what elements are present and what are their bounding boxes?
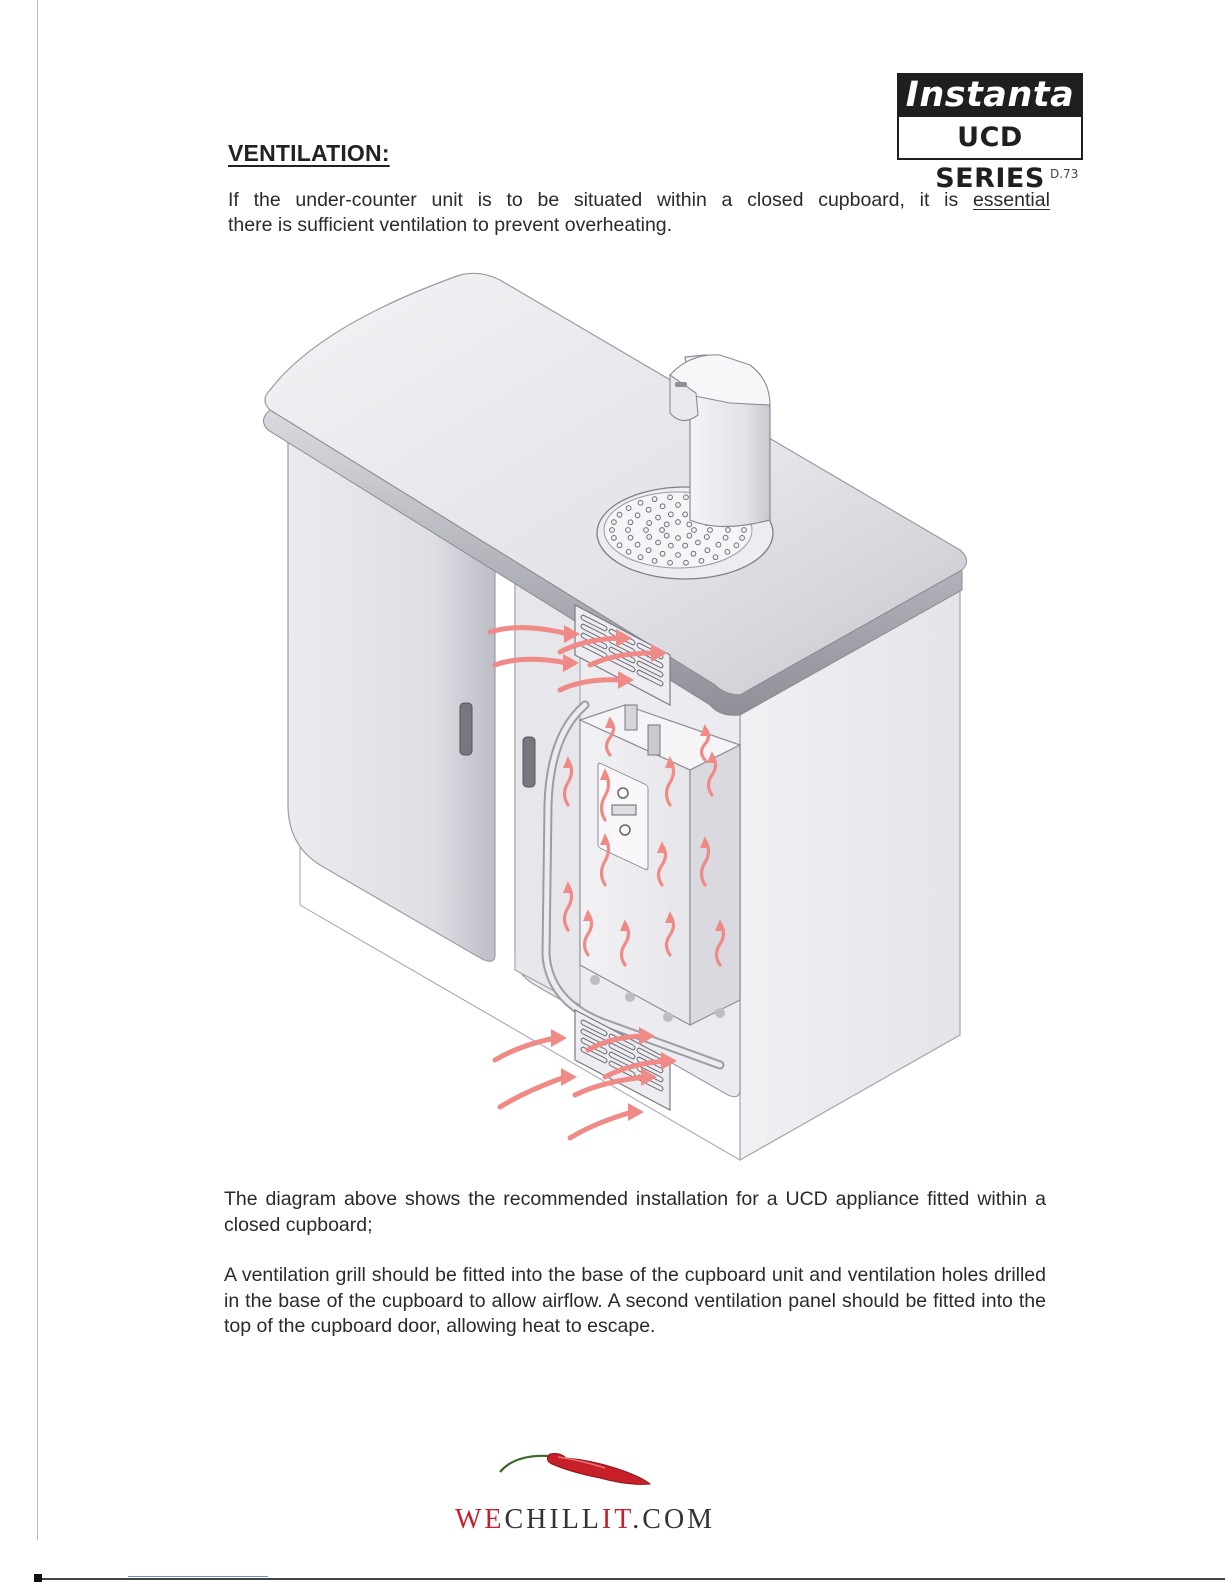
intro-word: to	[506, 189, 523, 211]
intro-word: cupboard,	[818, 189, 905, 211]
left-door-handle	[460, 703, 472, 755]
diagram-caption: The diagram above shows the recommended installation for a UCD appliance fitted within a closed cupboard;	[224, 1188, 1046, 1236]
chilli-pepper-icon	[440, 1450, 730, 1500]
intro-word: closed	[747, 189, 804, 211]
logo-series: UCD SERIES	[897, 117, 1083, 160]
airflow-arrowhead	[628, 1103, 644, 1121]
brand-part-it: IT	[601, 1504, 633, 1535]
intro-line-2: there is sufficient ventilation to prevent overheating.	[228, 214, 673, 236]
intro-emphasis: essential	[972, 189, 1050, 211]
page-reference: D.73	[1050, 167, 1079, 181]
intro-word: it	[919, 189, 930, 211]
intro-word: If	[228, 189, 239, 211]
airflow-arrow	[500, 1077, 565, 1107]
intro-word: is	[477, 189, 492, 211]
intro-word: within	[656, 189, 707, 211]
intro-word: under-counter	[295, 189, 417, 211]
airflow-arrow	[495, 1038, 555, 1060]
bottom-corner-mark	[34, 1574, 42, 1582]
intro-word: the	[253, 189, 281, 211]
airflow-arrowhead	[561, 1068, 577, 1086]
ventilation-instructions: A ventilation grill should be fitted into the base of the cupboard unit and ventilation holes drilled in the base of the cupboard to allow airflow. A second ventilation panel should be fitted into the top of the cupboard door, allowing heat to escape.	[224, 1264, 1046, 1337]
airflow-arrowhead	[551, 1029, 567, 1047]
cupboard-ventilation-diagram	[250, 265, 990, 1185]
intro-line-1	[228, 188, 1050, 213]
intro-word: is	[944, 189, 959, 211]
bottom-blue-mark	[128, 1576, 268, 1577]
brand-part-com: .COM	[632, 1504, 716, 1535]
intro-word: situated	[573, 189, 643, 211]
section-heading: VENTILATION:	[228, 140, 390, 166]
intro-paragraph	[228, 188, 1050, 238]
wechillit-logo	[440, 1450, 730, 1540]
airflow-arrow	[570, 1112, 632, 1138]
brand-part-we: WE	[454, 1504, 505, 1535]
left-margin-rule	[37, 0, 38, 1540]
wechillit-wordmark	[440, 1504, 730, 1536]
brand-part-chill: CHILL	[504, 1504, 602, 1535]
intro-word: be	[537, 189, 560, 211]
bottom-rule	[37, 1578, 1225, 1580]
intro-word: unit	[431, 189, 463, 211]
logo-brand: Instanta	[897, 73, 1083, 117]
right-door-handle	[523, 737, 535, 787]
intro-word: a	[721, 189, 733, 211]
